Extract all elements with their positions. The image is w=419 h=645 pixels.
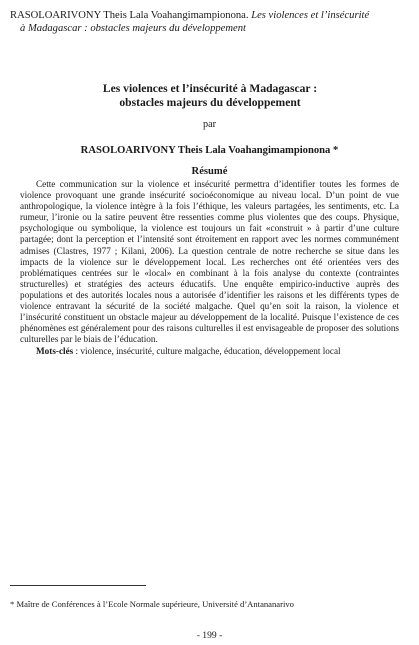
footnote: * Maître de Conférences à l’Ecole Normale supérieure, Université d’Antananarivo xyxy=(10,599,294,609)
running-header-title-continued: à Madagascar : obstacles majeurs du développement xyxy=(20,23,246,34)
running-header xyxy=(10,9,410,35)
author-name: RASOLOARIVONY Theis Lala Voahangimampionona * xyxy=(80,145,339,156)
keywords-line xyxy=(20,346,399,357)
by-label: par xyxy=(202,119,216,130)
keywords-label: Mots-clés xyxy=(36,346,74,356)
article-title-line2: obstacles majeurs du développement xyxy=(119,96,301,109)
running-header-title: Les violences et l’insécurité xyxy=(251,10,370,21)
footnote-rule xyxy=(10,585,146,586)
abstract-body: Cette communication sur la violence et insécurité permettra d’identifier toutes les formes de violence provoquant une grande insécurité socioéconomique au niveau local. D’un point de vue anthropologique, la violence intègre à la fois l’éthique, les valeurs partagées, les sentiments, etc. La rumeur, l’ironie ou la satire peuvent être ressenties comme plus violentes que des coups. Physique, psychologique ou symbolique, la violence est toujours un fait «construit » à partir d’une culture partagée; dont la perception et l’intensité sont étroitement en rapport avec les normes communément admises (Clastres, 1977 ; Kilani, 2006). La question centrale de notre recherche se situe dans les impacts de la violence sur le développement local. Les recherches ont été orientées vers des problématiques centrées sur le «local» en combinant à la fois analyse du contexte (contraintes structurelles) et stratégies des acteurs éducatifs. Une enquête empirico-inductive auprès des populations et des autorités locales nous a autorisée d’identifier les raisons et les différents types de violence entravant la sécurité de la société malgache. Quel qu’en soit la raison, la violence et l’insécurité constituent un obstacle majeur au développement de la localité. Puisque l’existence de ces phénomènes est généralement pour des raisons culturelles il est envisageable de proposer des solutions culturelles par le biais de l’éducation. xyxy=(20,179,399,345)
article-title xyxy=(20,82,400,110)
running-header-author: RASOLOARIVONY Theis Lala Voahangimampionona. xyxy=(10,10,249,21)
abstract-heading: Résumé xyxy=(191,166,228,177)
page-number: - 199 - xyxy=(196,630,223,641)
keywords-text: : violence, insécurité, culture malgache, éducation, développement local xyxy=(73,346,341,356)
article-title-line1: Les violences et l’insécurité à Madagascar : xyxy=(102,82,318,95)
